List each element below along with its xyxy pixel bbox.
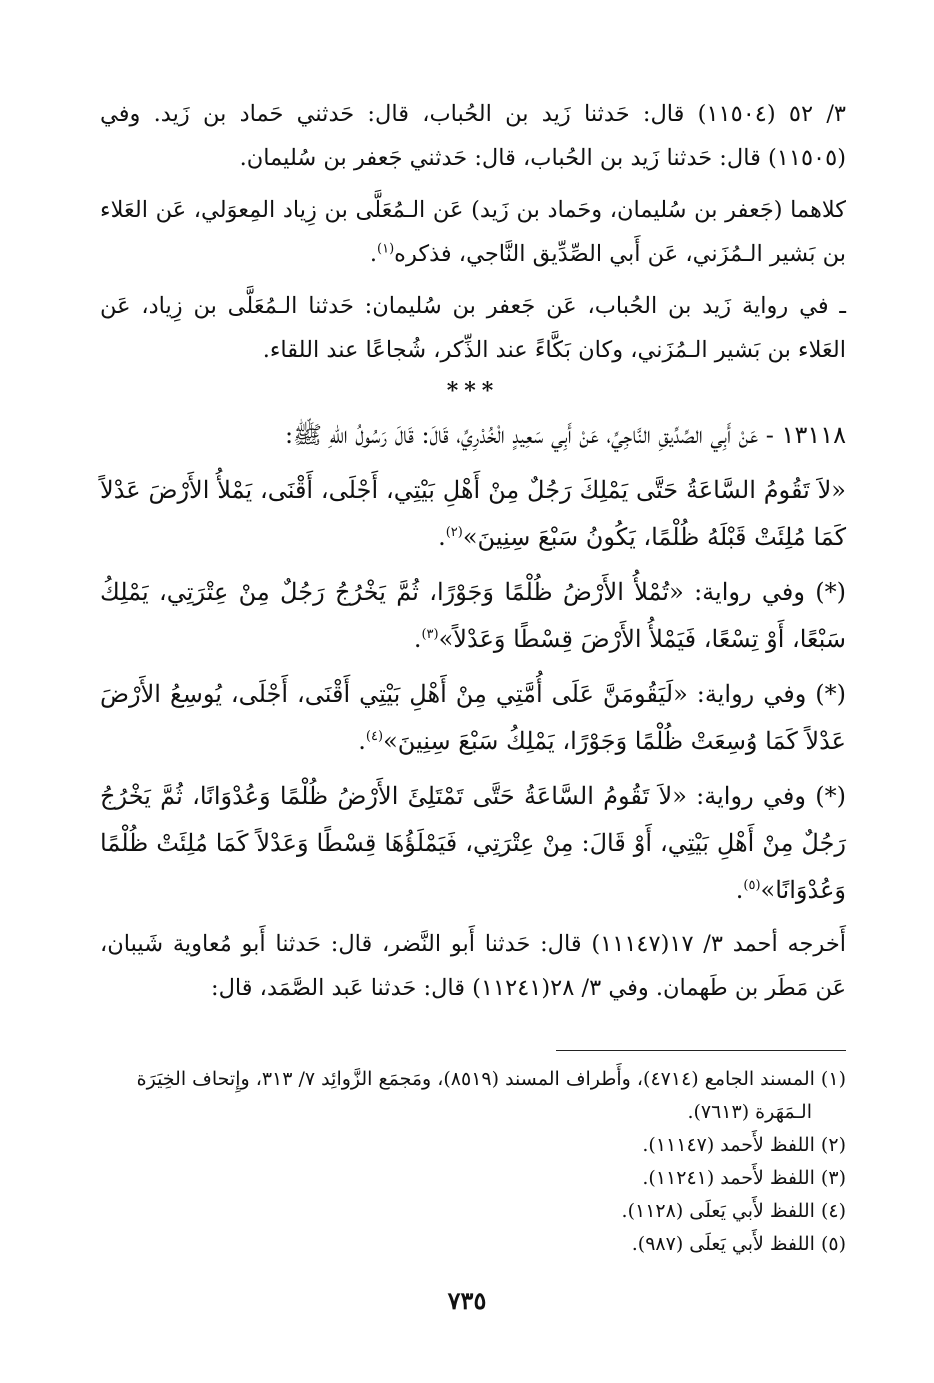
footnote-1-continuation: الـمَهَرة (٧٦١٣). <box>687 1101 812 1123</box>
page-number: ٧٣٥ <box>447 1286 487 1315</box>
hadith-quote-3 <box>100 671 846 765</box>
takhrij-text: أَخرجه أحمد ٣/ ١٧(١١١٤٧) قال: حَدثنا أَبو النَّضر، قال: حَدثنا أَبو مُعاوية شَيبان، عَن مَطَر بن طَهمان. وفي ٣/ ٢٨(١١٢٤١) قال: حَدثنا عَبد الصَّمَد، قال: <box>100 931 846 1001</box>
footnote-divider <box>556 1050 846 1051</box>
main-text <box>100 92 846 1010</box>
quote-tail: . <box>735 876 744 904</box>
footnotes <box>100 1063 846 1261</box>
footnote-4: (٤) اللفظ لأَبي يَعلَى (١١٢٨). <box>621 1200 846 1222</box>
quote-tail: . <box>358 727 366 755</box>
quote-text: (*) وفي رواية: «لاَ تَقُومُ السَّاعَةُ حَتَّى تَمْتَلِئَ الأَرْضُ ظُلْمًا وَعُدْوَانًا، ثُمَّ يَخْرُجُ رَجُلٌ مِنْ أَهْلِ بَيْتِي، أَوْ قَالَ: مِنْ عِتْرَتِي، فَيَمْلَؤُهَا قِسْطًا وَعَدْلاً كَمَا مُلِئَتْ ظُلْمًا وَعُدْوَانًا» <box>100 782 846 904</box>
quote-text: (*) وفي رواية: «تُمْلأُ الأَرْضُ ظُلْمًا وَجَوْرًا، ثُمَّ يَخْرُجُ رَجُلٌ مِنْ عِتْرَتِي، يَمْلِكُ سَبْعًا، أَوْ تِسْعًا، فَيَمْلأُ الأَرْضَ قِسْطًا وَعَدْلاً» <box>100 578 846 653</box>
quote-text: «لاَ تَقُومُ السَّاعَةُ حَتَّى يَمْلِكَ رَجُلٌ مِنْ أَهْلِ بَيْتِي، أَجْلَى، أَقْنَى، يَمْلأُ الأَرْضَ عَدْلاً كَمَا مُلِئَتْ قَبْلَهُ ظُلْمًا، يَكُونُ سَبْعَ سِنِينَ» <box>100 476 846 551</box>
hadith-quote-2 <box>100 569 846 663</box>
hadith-quote-1 <box>100 467 846 561</box>
hadith-text: ١٣١١٨ - عَنْ أَبِي الصِّدِّيقِ النَّاجِيِّ، عَنْ أَبِي سَعِيدٍ الْخُدْرِيِّ، قَالَ: قَالَ رَسُولُ اللهِ ﷺ: <box>284 421 846 449</box>
footnote-2: (٢) اللفظ لأَحمد (١١١٤٧). <box>642 1134 846 1156</box>
footnote-3: (٣) اللفظ لأَحمد (١١٢٤١). <box>642 1167 846 1189</box>
footnote-marker: (١) <box>377 241 395 257</box>
isnad-paragraph-3 <box>100 284 846 372</box>
hadith-heading <box>100 412 846 459</box>
paragraph-text: كلاهما (جَعفر بن سُليمان، وحَماد بن زَيد) عَن الـمُعَلَّى بن زِياد المِعوَلي، عَن العَلاء بن بَشير الـمُزَني، عَن أَبي الصِّدِّيق النَّاجي، فذكره <box>100 197 846 267</box>
quote-tail: . <box>413 625 422 653</box>
quote-tail: . <box>438 523 446 551</box>
isnad-paragraph-2: كلاهما (جَعفر بن سُليمان، وحَماد بن زَيد) عَن الـمُعَلَّى بن زِياد المِعوَلي، عَن العَلاء بن بَشير الـمُزَني، عَن أَبي الصِّدِّيق النَّاجي، فذكره$^{(١)}$. <box>100 197 846 267</box>
takhrij-paragraph <box>100 922 846 1010</box>
hadith-quote-4 <box>100 773 846 914</box>
quote-text: (*) وفي رواية: «لَيَقُومَنَّ عَلَى أُمَّتِي مِنْ أَهْلِ بَيْتِي أَقْنَى، أَجْلَى، يُوسِعُ الأَرْضَ عَدْلاً كَمَا وُسِعَتْ ظُلْمًا وَجَوْرًا، يَمْلِكُ سَبْعَ سِنِينَ» <box>100 680 846 755</box>
paragraph-text: ـ في رواية زَيد بن الحُباب، عَن جَعفر بن سُليمان: حَدثنا الـمُعَلَّى بن زِياد، عَن العَلاء بن بَشير الـمُزَني، وكان بَكَّاءً عند الذِّكر، شُجاعًا عند اللقاء. <box>100 293 846 363</box>
paragraph-text: ٣/ ٥٢ (١١٥٠٤) قال: حَدثنا زَيد بن الحُباب، قال: حَدثني حَماد بن زَيد. وفي (١١٥٠٥) قال: حَدثنا زَيد بن الحُباب، قال: حَدثني جَعفر بن سُليمان. <box>100 101 847 171</box>
section-separator: *** <box>446 378 500 404</box>
footnote-marker: (٢) <box>445 525 463 540</box>
isnad-paragraph-1 <box>100 92 846 180</box>
footnote-1: (١) المسند الجامع (٤٧١٤)، وأَطراف المسند (٨٥١٩)، ومَجمَع الزَّوائِد ٧/ ٣١٣، وإِتحاف الخِيَرَة <box>136 1068 846 1090</box>
footnote-marker: (٥) <box>743 878 761 893</box>
footnote-5: (٥) اللفظ لأَبي يَعلَى (٩٨٧). <box>631 1233 846 1255</box>
footnote-marker: (٤) <box>365 729 384 744</box>
footnote-marker: (٣) <box>421 627 439 642</box>
